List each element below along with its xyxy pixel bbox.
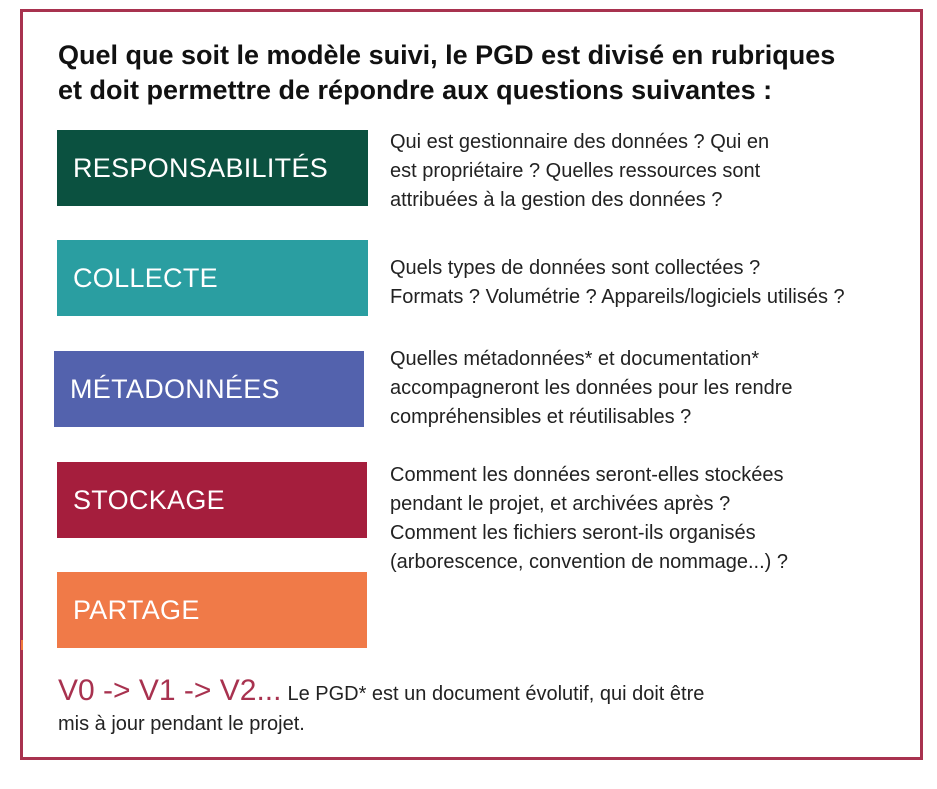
- category-label-text: STOCKAGE: [73, 484, 225, 515]
- page-title: [58, 38, 908, 108]
- description-line: compréhensibles et réutilisables ?: [390, 406, 692, 428]
- title-line-1: Quel que soit le modèle suivi, le PGD est divisé en rubriques: [58, 40, 836, 70]
- title-line-2: et doit permettre de répondre aux questions suivantes :: [58, 75, 773, 105]
- description-line: (arborescence, convention de nommage...) ?: [390, 551, 788, 573]
- category-label-metadonnees: [54, 351, 364, 427]
- description-line: Quels types de données sont collectées ?: [390, 257, 761, 279]
- category-label-responsabilites: [57, 130, 368, 206]
- category-description-metadonnees: [390, 345, 910, 432]
- category-label-text: RESPONSABILITÉS: [73, 152, 329, 183]
- description-line: pendant le projet, et archivées après ?: [390, 493, 731, 515]
- decorative-tick: [21, 640, 23, 650]
- description-line: Comment les données seront-elles stockées: [390, 464, 784, 486]
- description-line: Quelles métadonnées* et documentation*: [390, 348, 760, 370]
- description-line: accompagneront les données pour les rendre: [390, 377, 793, 399]
- category-label-stockage: [57, 462, 367, 538]
- category-description-collecte: [390, 254, 910, 312]
- description-line: Qui est gestionnaire des données ? Qui en: [390, 131, 770, 153]
- description-line: attribuées à la gestion des données ?: [390, 189, 723, 211]
- category-description-stockage: [390, 461, 910, 577]
- description-line: Comment les fichiers seront-ils organisés: [390, 522, 756, 544]
- category-label-text: PARTAGE: [73, 594, 200, 625]
- description-line: est propriétaire ? Quelles ressources sont: [390, 160, 761, 182]
- category-label-collecte: [57, 240, 368, 316]
- footer-text-line-1: Le PGD* est un document évolutif, qui doit être: [287, 683, 705, 705]
- category-description-responsabilites: [390, 128, 910, 215]
- category-label-text: MÉTADONNÉES: [70, 373, 280, 404]
- footer-text-line-2: mis à jour pendant le projet.: [58, 713, 305, 735]
- category-label-text: COLLECTE: [73, 262, 218, 293]
- footer-note: [58, 676, 908, 739]
- description-line: Formats ? Volumétrie ? Appareils/logiciels utilisés ?: [390, 286, 845, 308]
- category-label-partage: [57, 572, 367, 648]
- version-sequence: V0 -> V1 -> V2...: [58, 674, 282, 707]
